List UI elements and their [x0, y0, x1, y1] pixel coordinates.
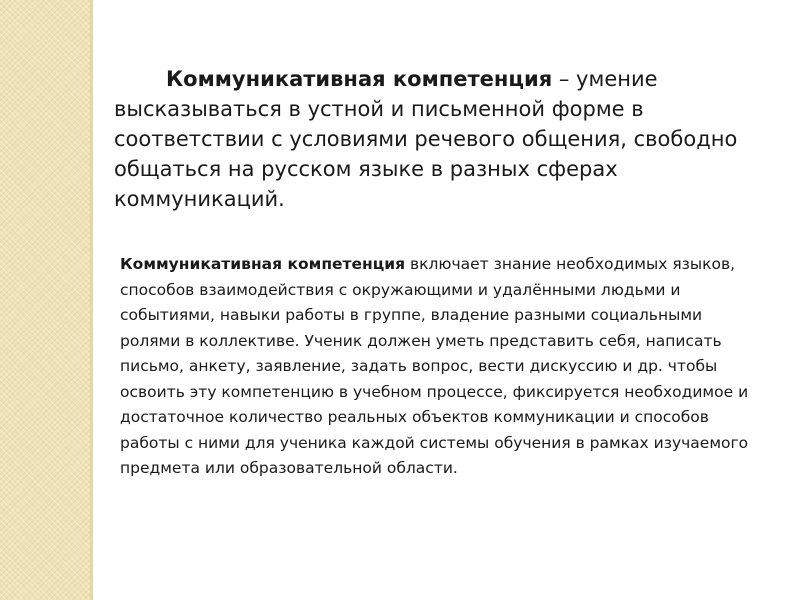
decorative-side-band [0, 0, 90, 600]
main-term: Коммуникативная компетенция [166, 67, 553, 91]
detail-text: включает знание необходимых языков, способов взаимодействия с окружающими и удалёнными людьми и событиями, навыки работы в группе, владение разными социальными ролями в коллективе. Ученик должен уметь представить себя, написать письмо, анкету, заявление, задать вопрос, вести дискуссию и др. чтобы освоить эту компетенцию в учебном процессе, фиксируется необходимое и достаточное количество реальных объектов коммуникации и способов работы с ними для ученика каждой системы обучения в рамках изучаемого предмета или образовательной области. [120, 255, 749, 477]
side-band-edge [90, 0, 93, 600]
main-definition-paragraph [114, 64, 764, 214]
detail-paragraph [120, 252, 765, 482]
detail-term: Коммуникативная компетенция [120, 255, 406, 273]
main-definition-text: – умение высказываться в устной и письменной форме в соответствии с условиями речевого общения, свободно общаться на русском языке в разных сферах коммуникаций. [114, 67, 738, 211]
